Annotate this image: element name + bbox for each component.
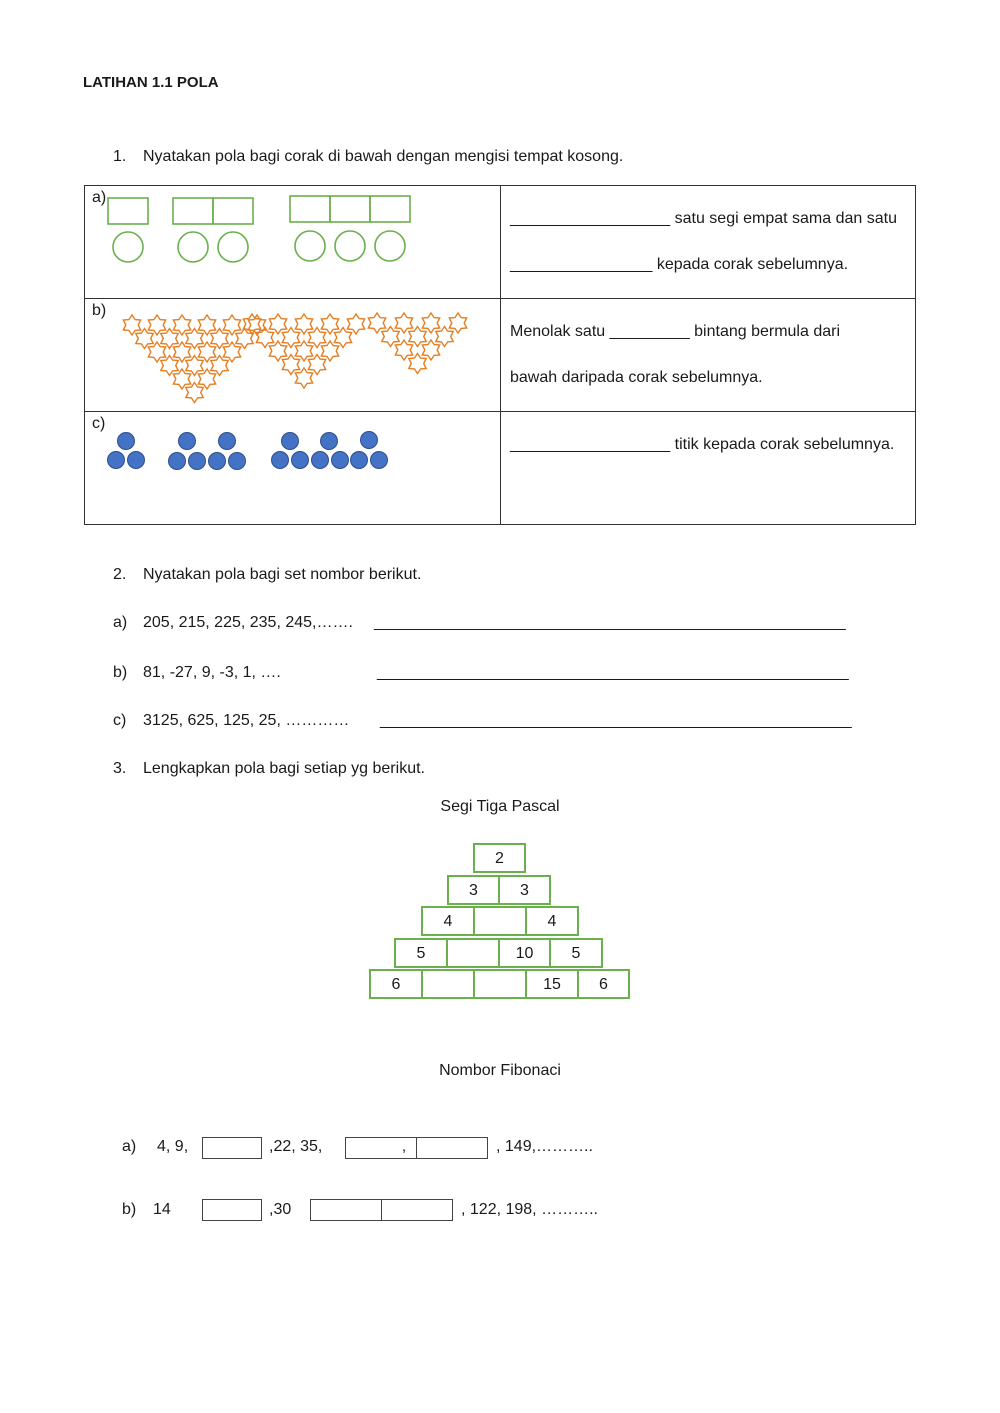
answer-line-1[interactable]: Menolak satu _________ bintang bermula dari	[510, 323, 841, 340]
circle-shape	[375, 231, 405, 261]
dot-shape	[229, 453, 246, 470]
star-shape	[295, 314, 312, 334]
star-shape	[395, 340, 412, 360]
fibonacci-answer-box[interactable]	[416, 1137, 488, 1159]
star-shape	[422, 313, 439, 333]
star-shape	[409, 327, 426, 347]
table-row	[85, 186, 916, 299]
question-3-number: 3.	[113, 760, 127, 777]
sequence-label: a)	[113, 614, 128, 631]
dot-shape	[292, 452, 309, 469]
star-shape	[148, 315, 165, 335]
dot-shape	[118, 433, 135, 450]
dot-shape	[332, 452, 349, 469]
star-shape	[161, 329, 178, 349]
fibonacci-b-mid: ,30	[269, 1201, 292, 1218]
question-2-text: Nyatakan pola bagi set nombor berikut.	[143, 566, 422, 583]
star-shape	[173, 369, 190, 389]
sequence-values: 3125, 625, 125, 25, …………	[143, 712, 350, 729]
table-row	[85, 299, 916, 412]
question-1-text: Nyatakan pola bagi corak di bawah dengan mengisi tempat kosong.	[143, 148, 624, 165]
square-shape	[330, 196, 370, 222]
pattern-c-cell	[85, 412, 501, 525]
sequence-answer-blank[interactable]: _____________________________________________________	[377, 664, 849, 681]
dot-shape	[351, 452, 368, 469]
answer-line-1[interactable]: __________________ satu segi empat sama dan satu	[510, 210, 897, 227]
pascal-cell: 15	[525, 969, 579, 999]
star-shape	[436, 327, 453, 347]
dots-figure	[85, 412, 500, 524]
star-shape	[186, 356, 203, 376]
square-shape	[290, 196, 330, 222]
circle-shape	[335, 231, 365, 261]
star-shape	[334, 328, 351, 348]
star-shape	[422, 340, 439, 360]
star-shape	[173, 315, 190, 335]
star-shape	[173, 342, 190, 362]
dot-shape	[169, 453, 186, 470]
answer-line-2: bawah daripada corak sebelumnya.	[510, 369, 763, 386]
sequence-label: b)	[113, 664, 128, 681]
star-shape	[368, 313, 385, 333]
pascal-cell: 5	[394, 938, 448, 968]
pascal-cell: 3	[447, 875, 500, 905]
pattern-a-cell	[85, 186, 501, 299]
pascal-cell: 6	[577, 969, 630, 999]
fibonacci-answer-box[interactable]	[381, 1199, 453, 1221]
fibonacci-answer-box[interactable]	[310, 1199, 382, 1221]
star-shape	[449, 313, 466, 333]
question-3-text: Lengkapkan pola bagi setiap yg berikut.	[143, 760, 425, 777]
fibonacci-a-start: 4, 9,	[157, 1138, 189, 1155]
pattern-b-cell	[85, 299, 501, 412]
fibonacci-answer-box[interactable]	[202, 1137, 262, 1159]
star-shape	[321, 341, 338, 361]
star-shape	[123, 315, 140, 335]
fibonacci-b-label: b)	[122, 1201, 137, 1218]
answer-line-2[interactable]: ________________ kepada corak sebelumnya.	[510, 256, 849, 273]
star-shape	[223, 342, 240, 362]
pascal-cell: 10	[498, 938, 551, 968]
star-shape	[186, 329, 203, 349]
squares-circles-figure	[85, 186, 500, 298]
pattern-c-answer	[501, 412, 916, 525]
pattern-a-answer	[501, 186, 916, 299]
dot-shape	[282, 433, 299, 450]
pascal-blank-cell[interactable]	[473, 969, 527, 999]
dot-shape	[321, 433, 338, 450]
circle-shape	[218, 232, 248, 262]
star-shape	[321, 314, 338, 334]
dot-shape	[189, 453, 206, 470]
dot-shape	[219, 433, 236, 450]
dot-shape	[209, 453, 226, 470]
question-1-number: 1.	[113, 148, 127, 165]
star-shape	[136, 329, 153, 349]
dot-shape	[312, 452, 329, 469]
circle-shape	[113, 232, 143, 262]
question-2-number: 2.	[113, 566, 127, 583]
pascal-cell: 5	[549, 938, 603, 968]
dot-shape	[272, 452, 289, 469]
fibonacci-a-label: a)	[122, 1138, 137, 1155]
square-shape	[370, 196, 410, 222]
pascal-blank-cell[interactable]	[473, 906, 527, 936]
circle-shape	[178, 232, 208, 262]
square-shape	[173, 198, 213, 224]
fibonacci-b-end: , 122, 198, ………..	[461, 1201, 598, 1218]
pascal-cell: 4	[421, 906, 475, 936]
pascal-cell: 6	[369, 969, 423, 999]
sequence-label: c)	[113, 712, 127, 729]
pascal-cell: 2	[473, 843, 526, 873]
star-shape	[295, 368, 312, 388]
fibonacci-title: Nombor Fibonaci	[439, 1062, 561, 1079]
pattern-b-answer	[501, 299, 916, 412]
page-title: LATIHAN 1.1 POLA	[83, 74, 219, 91]
star-shape	[382, 327, 399, 347]
star-shape	[282, 328, 299, 348]
star-shape	[223, 315, 240, 335]
stars-figure	[85, 299, 500, 411]
star-shape	[198, 342, 215, 362]
pattern-label: b)	[92, 302, 107, 319]
star-shape	[198, 369, 215, 389]
dot-shape	[108, 452, 125, 469]
star-shape	[211, 356, 228, 376]
star-shape	[282, 355, 299, 375]
star-shape	[395, 313, 412, 333]
fibonacci-a-end: , 149,………..	[496, 1138, 593, 1155]
star-shape	[186, 383, 203, 403]
sequence-answer-blank[interactable]: _____________________________________________________	[380, 712, 852, 729]
fibonacci-b-start: 14	[153, 1201, 171, 1218]
fibonacci-answer-box[interactable]	[202, 1199, 262, 1221]
star-shape	[269, 341, 286, 361]
star-shape	[295, 341, 312, 361]
square-shape	[108, 198, 148, 224]
star-shape	[148, 342, 165, 362]
dot-shape	[128, 452, 145, 469]
star-shape	[198, 315, 215, 335]
pascal-blank-cell[interactable]	[421, 969, 475, 999]
answer-line-1[interactable]: __________________ titik kepada corak sebelumnya.	[510, 436, 895, 453]
square-shape	[213, 198, 253, 224]
table-row	[85, 412, 916, 525]
sequence-answer-blank[interactable]: _____________________________________________________	[374, 614, 846, 631]
pattern-label: c)	[92, 415, 106, 432]
star-shape	[409, 354, 426, 374]
fibonacci-answer-box[interactable]: ,	[345, 1137, 417, 1159]
star-shape	[211, 329, 228, 349]
pascal-title: Segi Tiga Pascal	[440, 798, 560, 815]
pattern-label: a)	[92, 189, 107, 206]
pascal-cell: 4	[525, 906, 579, 936]
dot-shape	[179, 433, 196, 450]
pattern-table	[84, 185, 916, 525]
pascal-blank-cell[interactable]	[446, 938, 500, 968]
dot-shape	[371, 452, 388, 469]
pascal-cell: 3	[498, 875, 551, 905]
fibonacci-a-mid: ,22, 35,	[269, 1138, 323, 1155]
dot-shape	[361, 432, 378, 449]
star-shape	[308, 328, 325, 348]
sequence-values: 81, -27, 9, -3, 1, ….	[143, 664, 281, 681]
circle-shape	[295, 231, 325, 261]
star-shape	[347, 314, 364, 334]
sequence-values: 205, 215, 225, 235, 245,…….	[143, 614, 353, 631]
star-shape	[161, 356, 178, 376]
star-shape	[308, 355, 325, 375]
star-shape	[269, 314, 286, 334]
